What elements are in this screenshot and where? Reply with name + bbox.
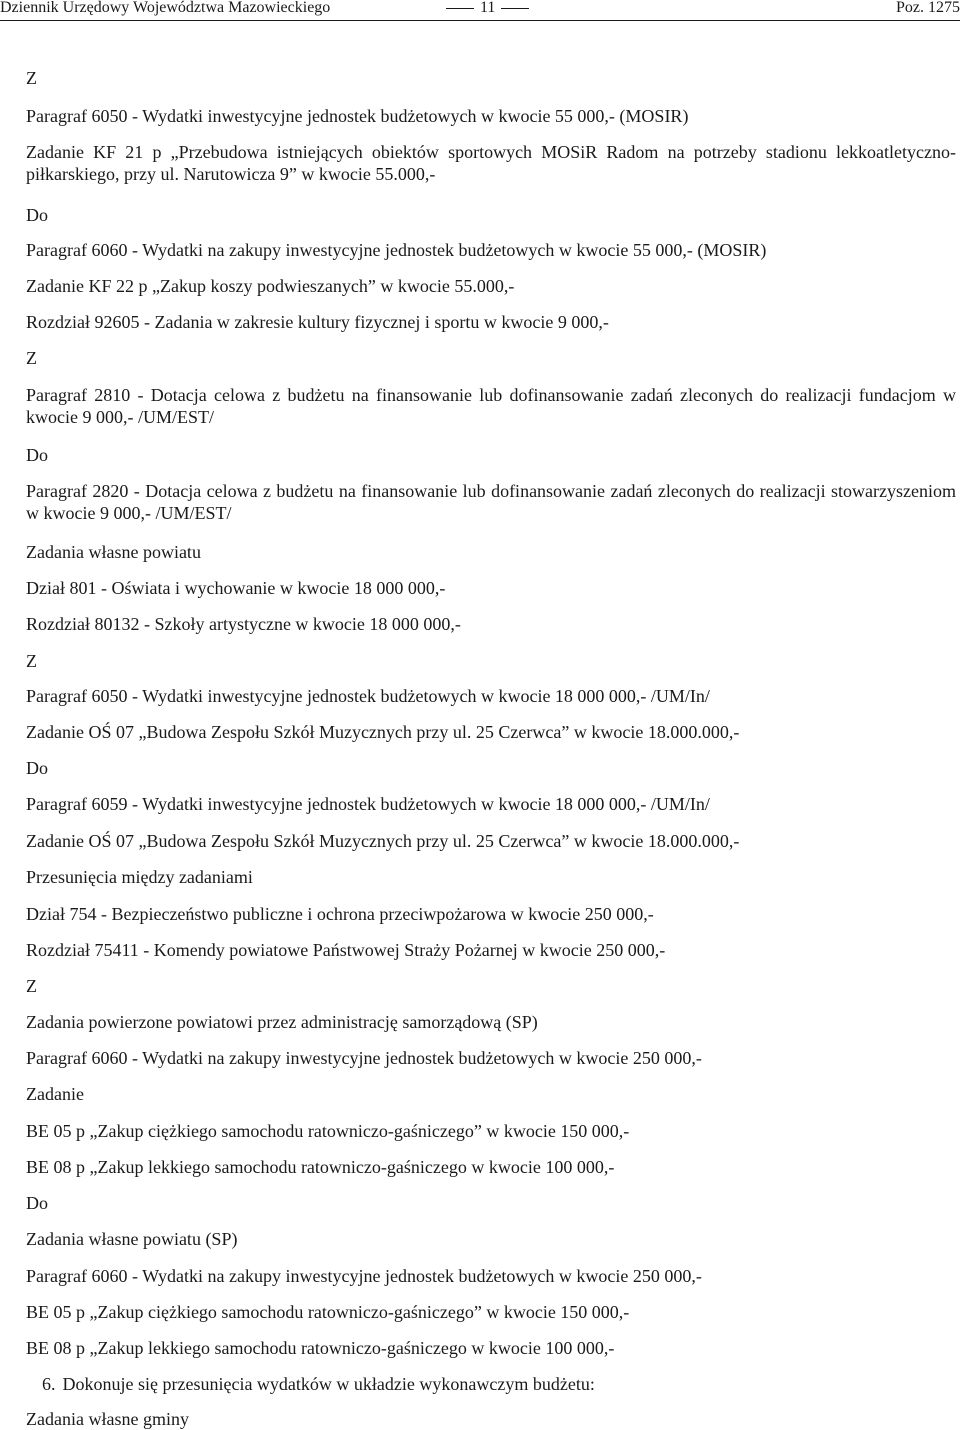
section-marker: Do: [26, 758, 48, 778]
chapter-line: Rozdział 92605 - Zadania w zakresie kultury fizycznej i sportu w kwocie 9 000,-: [26, 312, 609, 332]
chapter-line: Rozdział 80132 - Szkoły artystyczne w kwocie 18 000 000,-: [26, 614, 461, 634]
paragraph-line: Paragraf 6050 - Wydatki inwestycyjne jednostek budżetowych w kwocie 18 000 000,- /UM/In/: [26, 686, 710, 706]
paragraph-line: Paragraf 6060 - Wydatki na zakupy inwestycyjne jednostek budżetowych w kwocie 250 000,-: [26, 1266, 702, 1286]
page-number: 11: [440, 0, 535, 16]
paragraph-line: Paragraf 6060 - Wydatki na zakupy inwestycyjne jednostek budżetowych w kwocie 55 000,- (MOSIR): [26, 240, 767, 260]
journal-title: Dziennik Urzędowy Województwa Mazowieckiego: [0, 0, 331, 16]
section-marker: Z: [26, 976, 37, 996]
item-text: Dokonuje się przesunięcia wydatków w układzie wykonawczym budżetu:: [62, 1374, 595, 1394]
paragraph-line: Paragraf 2810 - Dotacja celowa z budżetu na finansowanie lub dofinansowanie zadań zleconych do realizacji fundacjom w kwocie 9 000,- /UM/EST/: [26, 385, 956, 427]
section-marker: Do: [26, 205, 48, 225]
task-heading: Zadanie: [26, 1084, 84, 1104]
section-marker: Do: [26, 1193, 48, 1213]
division-line: Dział 801 - Oświata i wychowanie w kwocie 18 000 000,-: [26, 578, 446, 598]
task-line: BE 05 p „Zakup ciężkiego samochodu ratowniczo-gaśniczego” w kwocie 150 000,-: [26, 1302, 630, 1322]
running-header: [0, 0, 960, 18]
task-line: BE 08 p „Zakup lekkiego samochodu ratowniczo-gaśniczego w kwocie 100 000,-: [26, 1338, 615, 1358]
section-marker: Z: [26, 68, 37, 88]
paragraph-line: Paragraf 6050 - Wydatki inwestycyjne jednostek budżetowych w kwocie 55 000,- (MOSIR): [26, 106, 689, 126]
task-line: Zadanie OŚ 07 „Budowa Zespołu Szkół Muzycznych przy ul. 25 Czerwca” w kwocie 18.000.000,-: [26, 722, 740, 742]
paragraph-line: Paragraf 6059 - Wydatki inwestycyjne jednostek budżetowych w kwocie 18 000 000,- /UM/In/: [26, 794, 710, 814]
numbered-item: [26, 1373, 595, 1395]
division-line: Dział 754 - Bezpieczeństwo publiczne i ochrona przeciwpożarowa w kwocie 250 000,-: [26, 904, 654, 924]
paragraph-line: Paragraf 2820 - Dotacja celowa z budżetu na finansowanie lub dofinansowanie zadań zleconych do realizacji stowarzyszeniom w kwocie 9 000,- /UM/EST/: [26, 481, 956, 523]
section-heading: Przesunięcia między zadaniami: [26, 867, 253, 887]
task-line: Zadanie KF 22 p „Zakup koszy podwieszanych” w kwocie 55.000,-: [26, 276, 515, 296]
position-number: Poz. 1275: [896, 0, 960, 16]
task-line: Zadanie KF 21 p „Przebudowa istniejących obiektów sportowych MOSiR Radom na potrzeby stadionu lekkoatletyczno-piłkarskiego, przy ul. Narutowicza 9” w kwocie 55.000,-: [26, 142, 956, 184]
header-rule: [0, 20, 960, 21]
section-heading: Zadania własne powiatu (SP): [26, 1229, 238, 1249]
section-heading: Zadania własne gminy: [26, 1409, 189, 1429]
task-line: Zadanie OŚ 07 „Budowa Zespołu Szkół Muzycznych przy ul. 25 Czerwca” w kwocie 18.000.000,-: [26, 831, 740, 851]
paragraph-line: Paragraf 6060 - Wydatki na zakupy inwestycyjne jednostek budżetowych w kwocie 250 000,-: [26, 1048, 702, 1068]
task-line: BE 05 p „Zakup ciężkiego samochodu ratowniczo-gaśniczego” w kwocie 150 000,-: [26, 1121, 630, 1141]
section-heading: Zadania własne powiatu: [26, 542, 201, 562]
section-heading: Zadania powierzone powiatowi przez administrację samorządową (SP): [26, 1012, 538, 1032]
section-marker: Z: [26, 348, 37, 368]
item-number: 6.: [42, 1374, 56, 1394]
task-line: BE 08 p „Zakup lekkiego samochodu ratowniczo-gaśniczego w kwocie 100 000,-: [26, 1157, 615, 1177]
section-marker: Do: [26, 445, 48, 465]
chapter-line: Rozdział 75411 - Komendy powiatowe Państwowej Straży Pożarnej w kwocie 250 000,-: [26, 940, 666, 960]
section-marker: Z: [26, 651, 37, 671]
